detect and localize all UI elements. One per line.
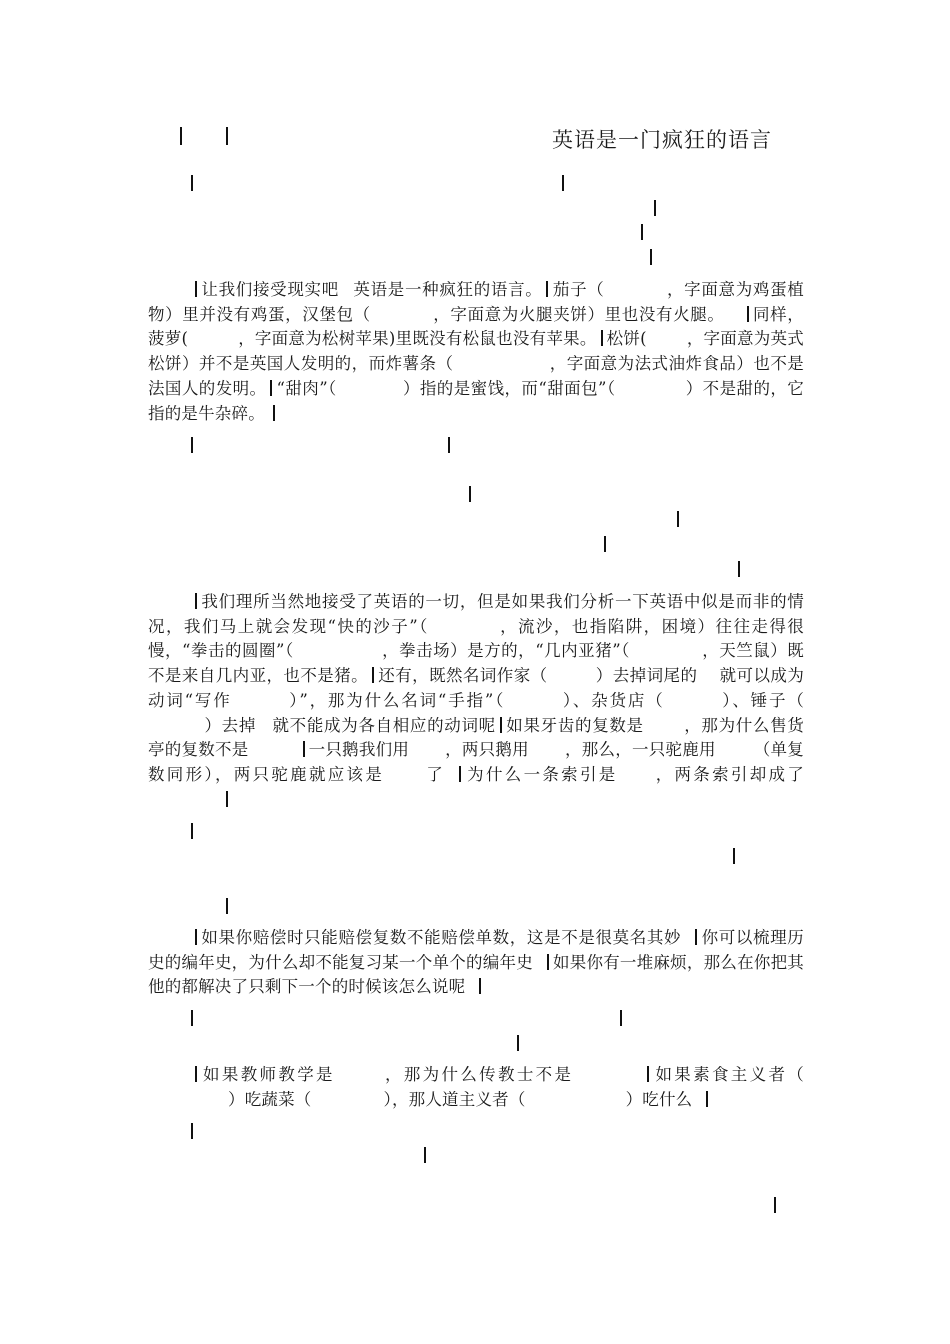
text-cursor-mark xyxy=(273,405,275,421)
sentence: 就不能成为各自相应的动词呢 xyxy=(272,715,496,735)
text-cursor-mark xyxy=(546,281,548,297)
text-cursor-mark xyxy=(226,791,228,807)
text-cursor-mark xyxy=(195,1066,197,1082)
sentence: 如果牙齿的复数是 xyxy=(505,715,644,735)
sentence: ，流沙，也指陷阱，困境）往往走得很慢，“拳击的圆圈”（ xyxy=(148,616,804,661)
text-cursor-mark xyxy=(191,437,193,453)
text-cursor-mark xyxy=(654,200,656,216)
sentence: 为什么一条索引是 xyxy=(465,764,618,784)
sentence: （单复数同形），两只驼鹿就应该是 xyxy=(148,740,805,784)
text-cursor-mark xyxy=(517,1035,519,1051)
sentence: 如果你有一堆麻烦，那么在你把其他的都解决了只剩下一个的时候该怎么说呢 xyxy=(148,952,805,997)
sentence: ）去掉 xyxy=(204,715,257,735)
sentence: ，字面意为火腿夹饼）里也没有火腿。 xyxy=(432,304,725,324)
text-cursor-mark xyxy=(547,954,549,970)
sentence: ，那么，一只驼鹿用 xyxy=(564,740,716,760)
text-cursor-mark xyxy=(641,224,643,240)
text-cursor-mark xyxy=(479,978,481,994)
text-cursor-mark xyxy=(191,1123,193,1139)
text-cursor-mark xyxy=(747,306,749,322)
sentence: 同样，菠萝( xyxy=(148,304,804,349)
sentence: 松饼( xyxy=(606,329,647,349)
sentence: ，天竺鼠）既不是来自几内亚，也不是猪。 xyxy=(148,641,805,686)
text-cursor-mark xyxy=(500,717,502,733)
sentence: 就可以成为动词“写作 xyxy=(148,666,805,710)
sentence: ）、锤子（ xyxy=(720,690,805,710)
text-cursor-mark xyxy=(195,929,197,945)
sentence: ，字面意为松树苹果)里既没有松鼠也没有苹果。 xyxy=(238,329,597,349)
text-cursor-mark xyxy=(180,127,182,145)
sentence: ），那人道主义者（ xyxy=(383,1089,526,1109)
sentence: ）去掉词尾的 xyxy=(595,666,698,686)
sentence: 茄子（ xyxy=(552,280,605,299)
sentence: 如果素食主义者（ xyxy=(653,1065,804,1084)
paragraph-2 xyxy=(148,590,804,812)
sentence: 了 xyxy=(424,764,446,784)
sentence: ）吃什么 xyxy=(625,1089,693,1109)
text-cursor-mark xyxy=(191,175,193,191)
text-cursor-mark xyxy=(738,561,740,577)
paragraph-1 xyxy=(148,278,804,426)
sentence: ）指的是蜜饯，而“甜面包”（ xyxy=(402,378,616,398)
document-title: 英语是一门疯狂的语言 xyxy=(552,128,772,152)
sentence: ，那为什么售货亭的复数不是 xyxy=(148,715,804,760)
text-cursor-mark xyxy=(195,593,197,609)
sentence: ，拳击场）是方的，“几内亚猪”（ xyxy=(381,641,630,661)
sentence: ，两只鹅用 xyxy=(445,740,529,760)
text-cursor-mark xyxy=(706,1091,708,1107)
paragraph-4 xyxy=(148,1063,804,1112)
text-cursor-mark xyxy=(448,437,450,453)
text-cursor-mark xyxy=(424,1147,426,1163)
text-cursor-mark xyxy=(270,380,272,396)
text-cursor-mark xyxy=(459,766,461,782)
paragraph-3 xyxy=(148,926,804,1000)
text-cursor-mark xyxy=(562,175,564,191)
sentence: 还有，既然名词作家（ xyxy=(378,666,548,686)
sentence: ，字面意为法式油炸食品）也不是法国人的发明。 xyxy=(148,354,804,398)
text-cursor-mark xyxy=(226,127,228,145)
text-cursor-mark xyxy=(195,281,197,297)
text-cursor-mark xyxy=(303,741,305,757)
sentence: ，两条索引却成了 xyxy=(653,764,804,784)
text-cursor-mark xyxy=(647,1066,649,1082)
text-cursor-mark xyxy=(191,823,193,839)
text-cursor-mark xyxy=(372,667,374,683)
sentence: 你可以梳理历史的编年史，为什么却不能复习某一个单个的编年史 xyxy=(148,928,804,972)
text-cursor-mark xyxy=(601,330,603,346)
sentence: 如果教师教学是 xyxy=(200,1065,335,1084)
text-cursor-mark xyxy=(469,486,471,502)
text-cursor-mark xyxy=(650,249,652,265)
sentence: ）”，那为什么名词“手指”（ xyxy=(287,690,506,710)
sentence: 让我们接受现实吧 xyxy=(200,280,339,299)
text-cursor-mark xyxy=(774,1197,776,1213)
sentence: ）吃蔬菜（ xyxy=(228,1089,312,1109)
sentence: ，字面意为英式松饼）并不是英国人发明的，而炸薯条（ xyxy=(148,329,804,374)
text-cursor-mark xyxy=(677,511,679,527)
text-cursor-mark xyxy=(191,1010,193,1026)
text-cursor-mark xyxy=(733,848,735,864)
text-cursor-mark xyxy=(226,898,228,914)
text-cursor-mark xyxy=(604,536,606,552)
sentence: 英语是一种疯狂的语言。 xyxy=(352,280,543,299)
sentence: ）不是甜的，它指的是牛杂碎。 xyxy=(148,378,805,423)
sentence: ）、杂货店（ xyxy=(561,690,665,710)
text-cursor-mark xyxy=(695,929,697,945)
sentence: “甜肉”（ xyxy=(276,378,337,398)
sentence: 我们理所当然地接受了英语的一切，但是如果我们分析一下英语中似是而非的情况，我们马上就会发现“快的沙子”（ xyxy=(148,592,804,636)
sentence: ，字面意为鸡蛋植物）里并没有鸡蛋，汉堡包（ xyxy=(148,280,804,324)
sentence: ，那为什么传教士不是 xyxy=(382,1065,574,1084)
text-cursor-mark xyxy=(620,1010,622,1026)
sentence: 一只鹅我们用 xyxy=(308,740,410,760)
sentence: 如果你赔偿时只能赔偿复数不能赔偿单数，这是不是很莫名其妙 xyxy=(200,928,682,947)
